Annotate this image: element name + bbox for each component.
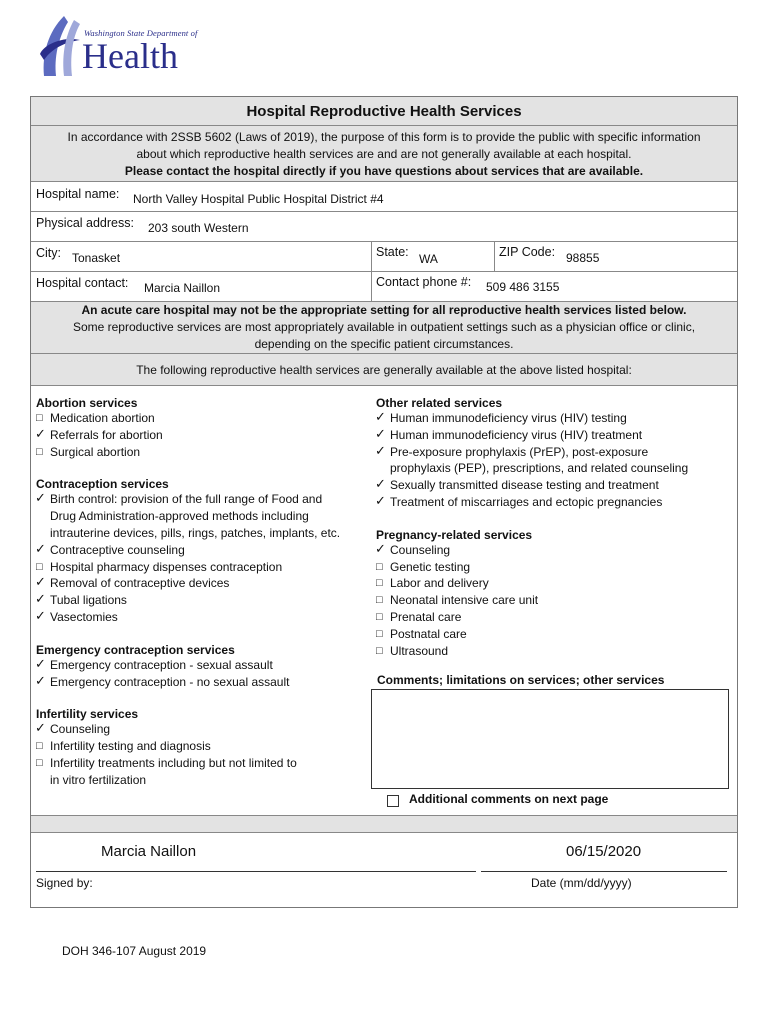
city-field[interactable]: Tonasket bbox=[72, 251, 121, 265]
check-mark-icon[interactable]: ✓ bbox=[35, 672, 46, 688]
health-swoosh-icon bbox=[34, 14, 84, 80]
notice-band bbox=[31, 302, 737, 354]
service-item bbox=[36, 721, 366, 738]
service-item-label: Prenatal care bbox=[390, 609, 462, 624]
service-item-label: Birth control: provision of the full range of Food and bbox=[50, 492, 323, 507]
service-item bbox=[36, 575, 366, 592]
service-item-label: in vitro fertilization bbox=[50, 772, 147, 787]
empty-box-icon[interactable]: □ bbox=[36, 740, 43, 753]
check-mark-icon[interactable]: ✓ bbox=[375, 425, 386, 441]
service-item-label: Sexually transmitted disease testing and treatment bbox=[390, 478, 659, 493]
service-item-label: Human immunodeficiency virus (HIV) testing bbox=[390, 411, 627, 425]
service-item bbox=[376, 444, 731, 461]
check-mark-icon[interactable]: ✓ bbox=[35, 425, 46, 441]
notice-line-1: An acute care hospital may not be the appropriate setting for all reproductive health services listed below. bbox=[81, 303, 687, 317]
hospital-name-label: Hospital name: bbox=[36, 187, 120, 201]
empty-box-icon[interactable]: □ bbox=[376, 594, 383, 607]
divider bbox=[371, 272, 372, 302]
intro-line-2: about which reproductive health services are and are not generally available at each hospital. bbox=[136, 147, 632, 161]
service-item-label: Removal of contraceptive devices bbox=[50, 576, 230, 591]
service-section bbox=[36, 643, 366, 691]
divider bbox=[494, 242, 495, 272]
service-item bbox=[36, 559, 366, 576]
service-item bbox=[36, 657, 366, 674]
service-item-label: Ultrasound bbox=[390, 643, 449, 658]
additional-comments-checkbox[interactable] bbox=[387, 795, 399, 807]
empty-box-icon[interactable]: □ bbox=[36, 756, 43, 769]
service-item-label: Genetic testing bbox=[390, 559, 471, 574]
signature-name[interactable]: Marcia Naillon bbox=[101, 843, 197, 860]
section-title: Abortion services bbox=[36, 396, 138, 410]
section-title: Pregnancy-related services bbox=[376, 527, 533, 542]
service-item bbox=[376, 494, 731, 511]
service-item-label: Medication abortion bbox=[50, 411, 155, 425]
form-footer: DOH 346-107 August 2019 bbox=[62, 944, 207, 958]
service-item-continued bbox=[36, 772, 366, 789]
state-label: State: bbox=[376, 245, 409, 259]
check-mark-icon[interactable]: ✓ bbox=[375, 476, 386, 492]
service-item-label: Treatment of miscarriages and ectopic pregnancies bbox=[390, 494, 663, 509]
check-mark-icon[interactable]: ✓ bbox=[35, 490, 46, 506]
section-title: Contraception services bbox=[36, 477, 169, 492]
signature-date[interactable]: 06/15/2020 bbox=[566, 843, 642, 860]
service-section bbox=[36, 396, 366, 460]
address-row bbox=[31, 212, 737, 242]
service-item bbox=[376, 592, 731, 609]
title-band bbox=[31, 97, 737, 126]
service-item bbox=[376, 542, 731, 559]
state-field[interactable]: WA bbox=[419, 252, 438, 266]
service-item bbox=[376, 609, 731, 626]
empty-box-icon[interactable]: □ bbox=[376, 644, 383, 657]
reproductive-services-form bbox=[30, 96, 738, 908]
empty-box-icon[interactable]: □ bbox=[376, 560, 383, 573]
service-item bbox=[36, 755, 366, 772]
check-mark-icon[interactable]: ✓ bbox=[35, 655, 46, 671]
phone-field[interactable]: 509 486 3155 bbox=[486, 280, 560, 294]
service-section bbox=[376, 396, 731, 511]
service-item-continued bbox=[36, 508, 366, 525]
service-item-label: Human immunodeficiency virus (HIV) treatment bbox=[390, 427, 643, 442]
section-title: Emergency contraception services bbox=[36, 642, 235, 657]
empty-box-icon[interactable]: □ bbox=[36, 412, 43, 424]
service-item-continued bbox=[36, 525, 366, 542]
section-title: Infertility services bbox=[36, 707, 139, 722]
empty-box-icon[interactable]: □ bbox=[376, 610, 383, 623]
service-item-label: Emergency contraception - sexual assault bbox=[50, 657, 273, 672]
service-section bbox=[36, 707, 366, 788]
intro-band bbox=[31, 126, 737, 182]
service-item-label: Counseling bbox=[50, 722, 111, 737]
phone-label: Contact phone #: bbox=[376, 275, 472, 289]
service-section bbox=[376, 528, 731, 660]
service-item-label: Postnatal care bbox=[390, 626, 467, 641]
service-item-label: Tubal ligations bbox=[50, 593, 127, 608]
comments-title: Comments; limitations on services; other services bbox=[377, 673, 665, 687]
empty-box-icon[interactable]: □ bbox=[36, 445, 43, 458]
intro-line-3: Please contact the hospital directly if you have questions about services that are available. bbox=[124, 164, 644, 178]
service-item bbox=[36, 491, 366, 508]
service-item bbox=[376, 643, 731, 660]
contact-label: Hospital contact: bbox=[36, 276, 129, 290]
date-line bbox=[481, 871, 727, 872]
intro-line-1: In accordance with 2SSB 5602 (Laws of 2019), the purpose of this form is to provide the public with specific information bbox=[67, 130, 701, 144]
service-item bbox=[36, 738, 366, 755]
check-mark-icon[interactable]: ✓ bbox=[35, 607, 46, 623]
service-item bbox=[376, 575, 731, 592]
address-label: Physical address: bbox=[36, 216, 134, 230]
logo-health-text: Health bbox=[82, 36, 178, 76]
service-item-label: Emergency contraception - no sexual assault bbox=[50, 674, 290, 689]
date-label: Date (mm/dd/yyyy) bbox=[531, 876, 632, 890]
contact-field[interactable]: Marcia Naillon bbox=[144, 281, 221, 295]
service-item bbox=[376, 626, 731, 643]
service-item bbox=[376, 410, 731, 427]
service-item bbox=[36, 427, 366, 444]
left-services-column bbox=[36, 396, 366, 806]
services-intro: The following reproductive health services are generally available at the above listed hospital: bbox=[136, 363, 632, 377]
check-mark-icon[interactable]: ✓ bbox=[375, 442, 386, 458]
empty-box-icon[interactable]: □ bbox=[376, 627, 383, 640]
service-item-label: Contraceptive counseling bbox=[50, 542, 185, 557]
service-item-label: Referrals for abortion bbox=[50, 427, 163, 442]
logo-department-text: Washington State Department of bbox=[84, 28, 198, 38]
service-item bbox=[376, 559, 731, 576]
check-mark-icon[interactable]: ✓ bbox=[375, 409, 386, 424]
divider bbox=[371, 242, 372, 272]
service-item bbox=[36, 592, 366, 609]
signature-line bbox=[36, 871, 476, 872]
city-state-zip-row bbox=[31, 242, 737, 272]
section-title: Other related services bbox=[376, 396, 503, 410]
notice-line-3: depending on the specific patient circumstances. bbox=[254, 337, 514, 351]
additional-comments-label: Additional comments on next page bbox=[409, 792, 609, 806]
service-item bbox=[376, 477, 731, 494]
service-item-label: Infertility treatments including but not limited to bbox=[50, 755, 297, 770]
check-mark-icon[interactable]: ✓ bbox=[35, 720, 46, 736]
service-item-label: Labor and delivery bbox=[390, 576, 489, 591]
service-item-continued bbox=[376, 460, 731, 477]
service-item-label: Infertility testing and diagnosis bbox=[50, 739, 211, 754]
service-item-label: Counseling bbox=[390, 542, 451, 557]
services-intro-band bbox=[31, 354, 737, 386]
service-item-label: prophylaxis (PEP), prescriptions, and related counseling bbox=[390, 461, 689, 476]
address-field[interactable]: 203 south Western bbox=[148, 221, 249, 235]
service-item-label: Surgical abortion bbox=[50, 444, 141, 459]
empty-box-icon[interactable]: □ bbox=[376, 577, 383, 590]
city-label: City: bbox=[36, 246, 61, 260]
hospital-name-row bbox=[31, 182, 737, 212]
service-item-label: Pre-exposure prophylaxis (PrEP), post-exposure bbox=[390, 444, 649, 459]
service-item bbox=[36, 410, 366, 427]
service-item-label: Drug Administration-approved methods including bbox=[50, 509, 309, 524]
notice-line-2: Some reproductive services are most appropriately available in outpatient settings such as a physician office or clinic, bbox=[72, 320, 696, 334]
check-mark-icon[interactable]: ✓ bbox=[35, 574, 46, 590]
service-item bbox=[376, 427, 731, 444]
check-mark-icon[interactable]: ✓ bbox=[375, 492, 386, 508]
service-item-label: Vasectomies bbox=[50, 609, 118, 624]
service-section bbox=[36, 477, 366, 625]
check-mark-icon[interactable]: ✓ bbox=[375, 540, 386, 556]
service-item-label: Neonatal intensive care unit bbox=[390, 593, 539, 608]
check-mark-icon[interactable]: ✓ bbox=[35, 540, 46, 556]
service-item-label: Hospital pharmacy dispenses contraception bbox=[50, 559, 283, 574]
service-item bbox=[36, 674, 366, 691]
empty-box-icon[interactable]: □ bbox=[36, 560, 43, 573]
signed-by-label: Signed by: bbox=[36, 876, 93, 890]
right-services-column bbox=[376, 396, 731, 676]
signature-separator bbox=[31, 815, 737, 833]
service-item bbox=[36, 609, 366, 626]
service-item bbox=[36, 444, 366, 461]
zip-field[interactable]: 98855 bbox=[566, 251, 600, 265]
contact-row bbox=[31, 272, 737, 302]
service-item bbox=[36, 542, 366, 559]
check-mark-icon[interactable]: ✓ bbox=[35, 591, 46, 607]
form-title: Hospital Reproductive Health Services bbox=[246, 103, 522, 120]
service-item-label: intrauterine devices, pills, rings, patches, implants, etc. bbox=[50, 525, 341, 540]
zip-label: ZIP Code: bbox=[499, 245, 556, 259]
comments-textarea[interactable] bbox=[371, 689, 729, 789]
hospital-name-field[interactable]: North Valley Hospital Public Hospital District #4 bbox=[133, 192, 384, 206]
